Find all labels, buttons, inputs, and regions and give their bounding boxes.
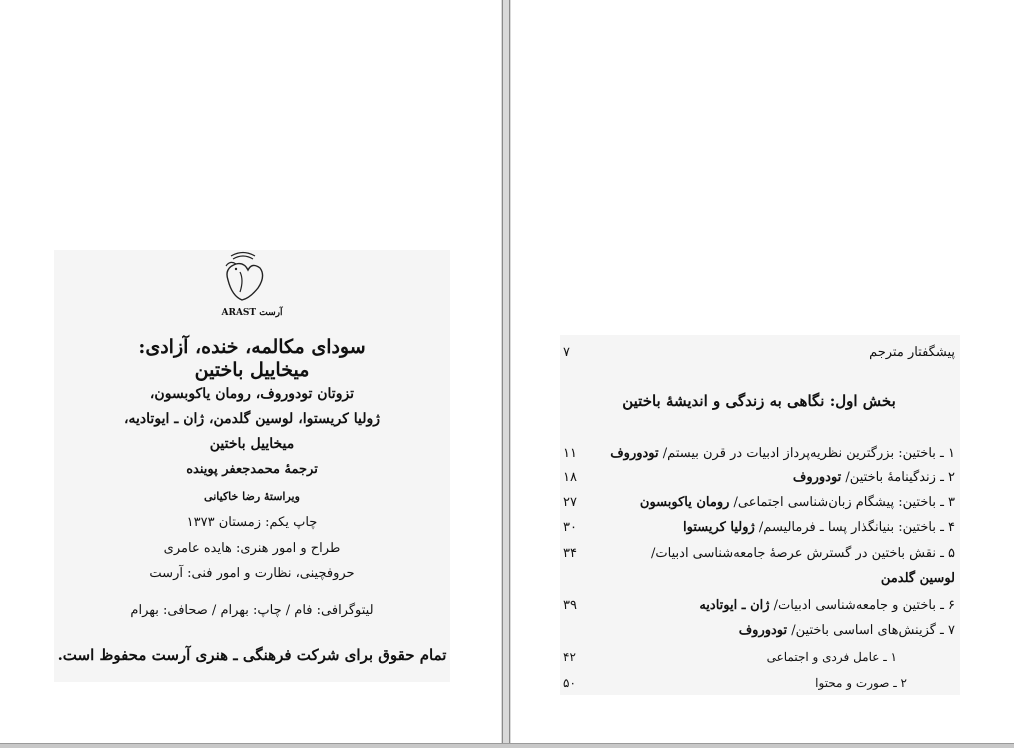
toc-entry [563,446,955,461]
toc-sub-entry [563,650,955,664]
toc-entry [563,546,955,561]
toc-entry [563,495,955,510]
toc-entry-author: رومان یاکوبسون [639,495,730,510]
toc-entry-title: ۵ ـ نقش باختین در گسترش عرصهٔ جامعه‌شناسی ادبیات/ [651,546,955,561]
toc-entry [563,598,955,613]
publisher-logo-text: آرست ARAST [221,308,283,318]
scanned-contents-area [560,335,960,695]
edition-info: چاپ یکم: زمستان ۱۳۷۳ [186,515,318,530]
toc-entry-author: لوسین گلدمن [880,571,955,586]
part-one-heading: بخش اول: نگاهی به زندگی و اندیشهٔ باختین [622,392,896,410]
toc-sub-entry-title: ۱ ـ عامل فردی و اجتماعی [766,650,897,664]
authors-line-2: ژولیا کریستوا، لوسین گلدمن، ژان ـ ایوتادیه، [124,411,380,427]
gutter-divider [502,0,503,748]
toc-entry-title: ۴ ـ باختین: بنیانگذار پسا ـ فرمالیسم/ [758,520,955,535]
toc-page-number: ۳۴ [563,546,577,561]
translator-credit: ترجمهٔ محمدجعفر پوینده [186,462,318,477]
toc-entry-author: تودوروف [738,623,788,638]
toc-page-number: ۱۸ [563,470,577,485]
toc-preface [563,345,955,360]
toc-entry-author: تودوروف [610,446,659,461]
toc-page-number: ۱۱ [563,446,577,461]
copyright-notice: تمام حقوق برای شرکت فرهنگی ـ هنری آرست محفوظ است. [57,646,447,664]
toc-sub-entry [563,676,955,690]
toc-entry-title: ۲ ـ زندگینامهٔ باختین/ [845,470,955,485]
publisher-logo-icon [214,250,272,316]
authors-line-1: تزوتان تودوروف، رومان یاکوبسون، [149,386,355,402]
typesetting-credit: حروفچینی، نظارت و امور فنی: آرست [149,566,355,581]
toc-entry-title: ۷ ـ گزینش‌های اساسی باختین/ [791,623,955,638]
gutter-divider [509,0,510,748]
printing-credit: لیتوگرافی: فام / چاپ: بهرام / صحافی: بهرام [130,603,374,618]
toc-page-number: ۳۹ [563,598,577,613]
editor-credit: ویراستهٔ رضا خاکیانی [204,490,300,503]
toc-page-number: ۲۷ [563,495,577,510]
toc-sub-entry-title: ۲ ـ صورت و محتوا [815,676,907,690]
toc-entry-title: ۳ ـ باختین: پیشگام زبان‌شناسی اجتماعی/ [733,495,955,510]
book-title-line-1: سودای مکالمه، خنده، آزادی: [138,336,366,358]
designer-credit: طراح و امور هنری: هایده عامری [163,541,341,556]
toc-entry-author: ژان ـ ایوتادیه [699,598,770,613]
toc-page-number: ۳۰ [563,520,577,535]
toc-entry-author: ژولیا کریستوا [683,520,755,535]
toc-entry-continued [563,571,955,586]
toc-entry-author: تودوروف [792,470,842,485]
toc-page-number: ۷ [563,345,570,360]
toc-entry [563,623,955,638]
toc-entry [563,470,955,485]
toc-page-number: ۵۰ [563,676,576,690]
book-title-line-2: میخاییل باختین [194,359,310,381]
authors-line-3: میخاییل باختین [209,436,295,452]
horizontal-scrollbar[interactable] [0,743,1014,748]
toc-entry [563,520,955,535]
toc-entry-title: ۶ ـ باختین و جامعه‌شناسی ادبیات/ [773,598,955,613]
toc-entry-title: پیشگفتار مترجم [869,345,955,360]
toc-entry-title: ۱ ـ باختین: بزرگترین نظریه‌پرداز ادبیات در قرن بیستم/ [662,446,955,461]
toc-page-number: ۴۲ [563,650,576,664]
